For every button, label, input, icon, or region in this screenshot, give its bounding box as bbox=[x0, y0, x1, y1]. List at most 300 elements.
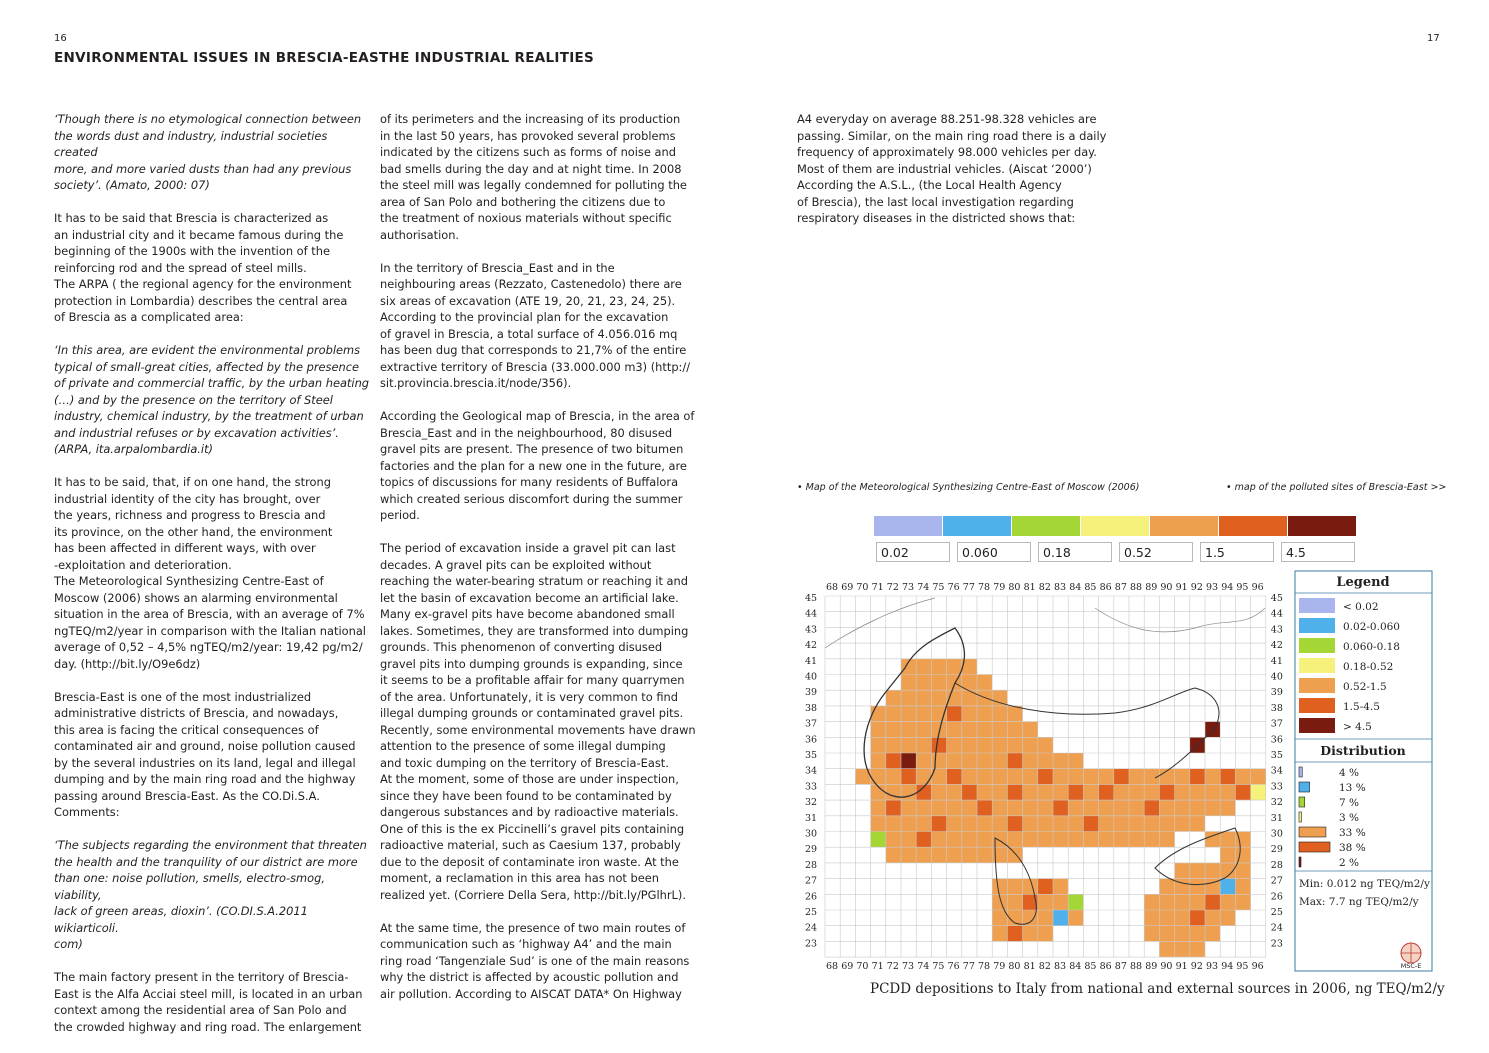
scale-swatch bbox=[874, 516, 942, 536]
map-cell bbox=[1220, 910, 1235, 926]
text-line: context among the residential area of San Polo and bbox=[54, 1003, 347, 1017]
map-cell bbox=[962, 816, 977, 832]
map-cell bbox=[1190, 941, 1205, 957]
legend-label: 0.02-0.060 bbox=[1343, 621, 1400, 633]
text-line: it seems to be a profitable affair for many quarrymen bbox=[380, 673, 685, 687]
map-cell bbox=[947, 816, 962, 832]
map-cell bbox=[886, 800, 901, 816]
map-cell bbox=[871, 737, 886, 753]
map-cell bbox=[947, 832, 962, 848]
map-cell bbox=[977, 753, 992, 769]
map-cell bbox=[1235, 847, 1250, 863]
map-cell bbox=[1159, 910, 1174, 926]
text-line: attention to the presence of some illegal dumping bbox=[380, 739, 666, 753]
axis-tick-label: 33 bbox=[1270, 781, 1283, 793]
map-cell bbox=[1129, 800, 1144, 816]
map-cell bbox=[1038, 894, 1053, 910]
map-cell bbox=[977, 737, 992, 753]
text-line: due to the deposit of contaminate iron waste. At the bbox=[380, 854, 679, 869]
axis-tick-label: 92 bbox=[1190, 961, 1203, 973]
map-cell bbox=[992, 737, 1007, 753]
text-line: of Brescia), the last local investigation regarding bbox=[797, 194, 1074, 209]
map-cell bbox=[1053, 879, 1068, 895]
map-cell bbox=[947, 847, 962, 863]
map-cell bbox=[1129, 816, 1144, 832]
axis-tick-label: 79 bbox=[993, 961, 1006, 973]
axis-tick-label: 25 bbox=[1270, 907, 1283, 918]
map-cell bbox=[886, 706, 901, 722]
axis-tick-label: 72 bbox=[886, 961, 899, 973]
axis-tick-label: 82 bbox=[1038, 582, 1051, 593]
text-line: extractive territory of Brescia (33.000.000 m3) (http:// bbox=[380, 359, 691, 374]
map-cell bbox=[1175, 910, 1190, 926]
text-line: of Brescia as a complicated area: bbox=[54, 310, 244, 324]
map-cell bbox=[992, 769, 1007, 785]
map-cell bbox=[1083, 832, 1098, 848]
map-cell bbox=[871, 753, 886, 769]
map-cell bbox=[1175, 863, 1190, 879]
map-cell bbox=[1053, 784, 1068, 800]
axis-tick-label: 34 bbox=[805, 765, 818, 777]
axis-tick-label: 31 bbox=[1270, 812, 1283, 824]
axis-tick-label: 94 bbox=[1221, 961, 1234, 973]
scale-swatch bbox=[943, 516, 1011, 536]
text-line: the crowded highway and ring road. The enlargement bbox=[54, 1019, 362, 1034]
map-cell bbox=[1053, 910, 1068, 926]
map-cell bbox=[901, 800, 916, 816]
axis-tick-label: 86 bbox=[1099, 961, 1112, 973]
axis-tick-label: 93 bbox=[1206, 582, 1219, 593]
text-line: of private and commercial traffic, by the urban heating bbox=[54, 376, 370, 390]
map-cell bbox=[1053, 769, 1068, 785]
map-cell bbox=[886, 722, 901, 738]
axis-tick-label: 75 bbox=[932, 582, 945, 593]
scale-swatch bbox=[1150, 516, 1218, 536]
map-cell bbox=[1175, 894, 1190, 910]
paragraph bbox=[54, 689, 374, 821]
text-line: lack of green areas, dioxin’. (CO.DI.S.A.2011 wikiarticoli. bbox=[54, 904, 308, 935]
paragraph bbox=[380, 260, 700, 392]
map-cell bbox=[962, 722, 977, 738]
map-cell bbox=[1068, 910, 1083, 926]
map-cell bbox=[1068, 753, 1083, 769]
text-line: realized yet. (Corriere Della Sera, http://bit.ly/PGlhrL). bbox=[380, 887, 686, 902]
paragraph bbox=[380, 540, 700, 903]
map-cell bbox=[1007, 769, 1022, 785]
map-cell bbox=[1235, 769, 1250, 785]
figure-caption-right: • map of the polluted sites of Brescia-East >> bbox=[1226, 482, 1447, 493]
map-cell bbox=[1159, 832, 1174, 848]
map-cell bbox=[1235, 863, 1250, 879]
map-cell bbox=[1159, 879, 1174, 895]
axis-tick-label: 44 bbox=[1270, 608, 1283, 620]
map-cell bbox=[901, 753, 916, 769]
scale-value: 1.5 bbox=[1200, 542, 1274, 562]
text-line: communication such as ‘highway A4’ and the main bbox=[380, 937, 672, 951]
axis-tick-label: 36 bbox=[1270, 734, 1283, 746]
axis-tick-label: 90 bbox=[1160, 582, 1173, 593]
map-cell bbox=[1007, 879, 1022, 895]
text-line: six areas of excavation (ATE 19, 20, 21, 23, 24, 25). bbox=[380, 293, 676, 308]
map-cell bbox=[1144, 910, 1159, 926]
map-cell bbox=[1038, 926, 1053, 942]
axis-tick-label: 45 bbox=[1270, 593, 1283, 604]
axis-tick-label: 69 bbox=[841, 582, 854, 593]
axis-tick-label: 26 bbox=[1270, 891, 1283, 903]
map-cell bbox=[1007, 784, 1022, 800]
map-cell bbox=[1220, 832, 1235, 848]
legend-label: 1.5-4.5 bbox=[1343, 701, 1380, 713]
axis-tick-label: 68 bbox=[826, 961, 839, 973]
map-cell bbox=[1190, 800, 1205, 816]
map-cell bbox=[1007, 737, 1022, 753]
map-cell bbox=[1038, 784, 1053, 800]
map-cell bbox=[1023, 800, 1038, 816]
text-line: passing. Similar, on the main ring road there is a daily bbox=[797, 128, 1107, 143]
map-cell bbox=[1099, 784, 1114, 800]
map-cell bbox=[1068, 800, 1083, 816]
map-cell bbox=[962, 784, 977, 800]
map-cell bbox=[1068, 816, 1083, 832]
map-cell bbox=[1220, 769, 1235, 785]
axis-tick-label: 91 bbox=[1175, 961, 1188, 973]
text-line: protection in Lombardia) describes the central area bbox=[54, 293, 348, 308]
map-cell bbox=[931, 832, 946, 848]
map-cell bbox=[1144, 894, 1159, 910]
map-cell bbox=[886, 816, 901, 832]
map-cell bbox=[1144, 832, 1159, 848]
map-cell bbox=[916, 832, 931, 848]
map-cell bbox=[931, 816, 946, 832]
map-cell bbox=[1205, 910, 1220, 926]
map-cell bbox=[962, 832, 977, 848]
map-cell bbox=[947, 800, 962, 816]
map-cell bbox=[1023, 832, 1038, 848]
text-line: It has to be said, that, if on one hand, the strong bbox=[54, 475, 331, 489]
map-cell bbox=[1175, 926, 1190, 942]
map-cell bbox=[1007, 722, 1022, 738]
map-cell bbox=[931, 690, 946, 706]
axis-tick-label: 80 bbox=[1008, 961, 1021, 973]
legend-title: Legend bbox=[1336, 575, 1390, 590]
text-line: of its perimeters and the increasing of its production bbox=[380, 112, 681, 126]
axis-tick-label: 40 bbox=[1270, 671, 1283, 683]
map-cell bbox=[1007, 847, 1022, 863]
distribution-title: Distribution bbox=[1320, 743, 1406, 758]
paragraph bbox=[54, 474, 374, 672]
axis-tick-label: 31 bbox=[805, 812, 818, 824]
map-cell bbox=[992, 753, 1007, 769]
axis-tick-label: 32 bbox=[1270, 797, 1283, 809]
map-cell bbox=[1205, 863, 1220, 879]
map-cell bbox=[901, 675, 916, 691]
map-cell bbox=[931, 800, 946, 816]
axis-tick-label: 74 bbox=[917, 961, 930, 973]
map-cell bbox=[931, 675, 946, 691]
map-cell bbox=[992, 816, 1007, 832]
axis-tick-label: 85 bbox=[1084, 961, 1097, 973]
map-cell bbox=[977, 832, 992, 848]
map-cell bbox=[901, 737, 916, 753]
text-line: (ARPA, ita.arpalombardia.it) bbox=[54, 442, 213, 456]
map-cell bbox=[992, 926, 1007, 942]
text-column-3 bbox=[797, 111, 1117, 227]
text-line: by the several industries on its land, legal and illegal bbox=[54, 755, 356, 770]
map-cell bbox=[931, 847, 946, 863]
map-cell bbox=[1220, 784, 1235, 800]
page-number-left: 16 bbox=[54, 33, 67, 44]
text-line: Recently, some environmental movements have drawn bbox=[380, 722, 696, 737]
axis-tick-label: 87 bbox=[1114, 961, 1127, 973]
section-heading-mid: THE INDUSTRIAL REALITIES bbox=[379, 50, 595, 66]
text-line: gravel pits into dumping grounds is expanding, since bbox=[380, 656, 683, 671]
logo-text: MSC-E bbox=[1400, 962, 1422, 970]
distribution-bar bbox=[1299, 797, 1305, 807]
map-cell bbox=[977, 675, 992, 691]
pollution-map bbox=[795, 568, 1475, 976]
axis-tick-label: 42 bbox=[805, 640, 818, 652]
text-line: reinforcing rod and the spread of steel mills. bbox=[54, 260, 307, 275]
axis-tick-label: 24 bbox=[1270, 922, 1283, 934]
map-cell bbox=[947, 737, 962, 753]
axis-tick-label: 36 bbox=[805, 734, 818, 746]
map-cell bbox=[1068, 832, 1083, 848]
axis-tick-label: 27 bbox=[1270, 875, 1283, 887]
map-cell bbox=[1190, 769, 1205, 785]
map-cell bbox=[992, 800, 1007, 816]
axis-tick-label: 77 bbox=[962, 582, 975, 593]
map-cell bbox=[947, 675, 962, 691]
map-cell bbox=[1190, 894, 1205, 910]
text-line: East is the Alfa Acciai steel mill, is located in an urban bbox=[54, 986, 363, 1001]
map-cell bbox=[1023, 737, 1038, 753]
map-cell bbox=[1038, 769, 1053, 785]
axis-tick-label: 96 bbox=[1251, 582, 1264, 593]
map-cell bbox=[1220, 800, 1235, 816]
text-line: ngTEQ/m2/year in comparison with the Italian national bbox=[54, 623, 366, 638]
text-line: an industrial city and it became famous during the bbox=[54, 227, 344, 242]
axis-tick-label: 90 bbox=[1160, 961, 1173, 973]
axis-tick-label: 76 bbox=[947, 582, 960, 593]
map-cell bbox=[1175, 800, 1190, 816]
axis-tick-label: 83 bbox=[1054, 961, 1067, 973]
text-line: According the Geological map of Brescia, in the area of bbox=[380, 409, 695, 423]
map-cell bbox=[871, 769, 886, 785]
map-cell bbox=[1114, 800, 1129, 816]
axis-tick-label: 73 bbox=[902, 961, 915, 973]
map-cell bbox=[916, 847, 931, 863]
map-cell bbox=[901, 690, 916, 706]
text-line: air pollution. According to AISCAT DATA* On Highway bbox=[380, 986, 682, 1001]
map-cell bbox=[962, 800, 977, 816]
map-cell bbox=[1099, 832, 1114, 848]
text-line: Many ex-gravel pits have become abandoned small bbox=[380, 607, 675, 621]
map-cell bbox=[886, 737, 901, 753]
map-cell bbox=[1083, 769, 1098, 785]
map-cell bbox=[901, 722, 916, 738]
distribution-label: 3 % bbox=[1339, 812, 1359, 824]
axis-tick-label: 70 bbox=[856, 582, 869, 593]
map-cell bbox=[1023, 816, 1038, 832]
text-column-2 bbox=[380, 111, 700, 1019]
map-cell bbox=[931, 784, 946, 800]
legend-label: 0.18-0.52 bbox=[1343, 661, 1394, 673]
axis-tick-label: 26 bbox=[805, 891, 818, 903]
axis-tick-label: 88 bbox=[1130, 582, 1143, 593]
map-cell bbox=[992, 784, 1007, 800]
distribution-bar bbox=[1299, 812, 1301, 822]
distribution-label: 4 % bbox=[1339, 767, 1359, 779]
axis-tick-label: 27 bbox=[805, 875, 818, 887]
map-cell bbox=[1038, 753, 1053, 769]
axis-tick-label: 74 bbox=[917, 582, 930, 593]
text-line: com) bbox=[54, 937, 83, 951]
text-line: According to the provincial plan for the excavation bbox=[380, 310, 669, 324]
text-line: Brescia_East and in the neighbourhood, 80 disused bbox=[380, 425, 673, 440]
map-cell bbox=[962, 753, 977, 769]
figure-caption-left: • Map of the Meteorological Synthesizing Centre-East of Moscow (2006) bbox=[797, 482, 1140, 493]
max-value-text: Max: 7.7 ng TEQ/m2/y bbox=[1299, 896, 1419, 908]
scale-value: 0.52 bbox=[1119, 542, 1193, 562]
scale-swatch bbox=[1081, 516, 1149, 536]
map-cell bbox=[1235, 879, 1250, 895]
map-cell bbox=[1068, 784, 1083, 800]
text-line: situation in the area of Brescia, with an average of 7% bbox=[54, 607, 365, 621]
map-cell bbox=[1114, 832, 1129, 848]
text-line: has been dug that corresponds to 21,7% of the entire bbox=[380, 343, 687, 357]
map-cell bbox=[871, 816, 886, 832]
text-line: Moscow (2006) shows an alarming environmental bbox=[54, 590, 338, 605]
text-line: bad smells during the day and at night time. In 2008 bbox=[380, 161, 682, 176]
map-cell bbox=[1159, 894, 1174, 910]
text-line: and toxic dumping on the territory of Brescia-East. bbox=[380, 755, 669, 770]
text-line: Most of them are industrial vehicles. (Aiscat ‘2000’) bbox=[797, 161, 1092, 176]
text-line: of the area. Unfortunately, it is very common to find bbox=[380, 689, 678, 704]
map-cell bbox=[1205, 894, 1220, 910]
axis-tick-label: 38 bbox=[805, 702, 818, 714]
legend-label: < 0.02 bbox=[1343, 601, 1379, 613]
map-cell bbox=[1038, 737, 1053, 753]
map-cell bbox=[871, 722, 886, 738]
axis-tick-label: 44 bbox=[805, 608, 818, 620]
text-line: average of 0,52 – 4,5% ngTEQ/m2/year: 19,42 pg/m2/ bbox=[54, 640, 363, 654]
legend-label: 0.060-0.18 bbox=[1343, 641, 1400, 653]
page-number-right: 17 bbox=[1427, 33, 1440, 44]
map-cell bbox=[931, 659, 946, 675]
map-cell bbox=[1007, 926, 1022, 942]
paragraph bbox=[380, 920, 700, 1003]
axis-tick-label: 76 bbox=[947, 961, 960, 973]
map-cell bbox=[992, 722, 1007, 738]
axis-tick-label: 95 bbox=[1236, 582, 1249, 593]
map-cell bbox=[1159, 816, 1174, 832]
map-cell bbox=[1114, 784, 1129, 800]
text-line: the words dust and industry, industrial societies created bbox=[54, 128, 328, 159]
text-line: -exploitation and deterioration. bbox=[54, 557, 232, 572]
map-cell bbox=[1023, 879, 1038, 895]
scale-swatch bbox=[1012, 516, 1080, 536]
text-line: ‘The subjects regarding the environment that threaten bbox=[54, 838, 367, 852]
distribution-label: 2 % bbox=[1339, 857, 1359, 869]
map-cell bbox=[916, 816, 931, 832]
map-cell bbox=[962, 847, 977, 863]
map-cell bbox=[1083, 800, 1098, 816]
map-cell bbox=[1205, 769, 1220, 785]
map-cell bbox=[977, 706, 992, 722]
axis-tick-label: 70 bbox=[856, 961, 869, 973]
axis-tick-label: 43 bbox=[805, 624, 818, 636]
distribution-label: 13 % bbox=[1339, 782, 1366, 794]
axis-tick-label: 24 bbox=[805, 922, 818, 934]
paragraph bbox=[380, 408, 700, 524]
figure-caption-bottom: PCDD depositions to Italy from national and external sources in 2006, ng TEQ/m2/y bbox=[870, 981, 1445, 997]
text-line: The period of excavation inside a gravel pit can last bbox=[380, 541, 676, 555]
axis-tick-label: 96 bbox=[1251, 961, 1264, 973]
map-cell bbox=[1099, 816, 1114, 832]
map-cell bbox=[1053, 816, 1068, 832]
map-cell bbox=[1007, 894, 1022, 910]
map-cell bbox=[1023, 722, 1038, 738]
distribution-bar bbox=[1299, 857, 1301, 867]
legend-swatch bbox=[1299, 678, 1335, 693]
distribution-bar bbox=[1299, 827, 1326, 837]
map-cell bbox=[886, 784, 901, 800]
map-cell bbox=[977, 722, 992, 738]
paragraph bbox=[54, 111, 374, 194]
text-line: the health and the tranquility of our district are more bbox=[54, 854, 358, 869]
map-cell bbox=[1038, 816, 1053, 832]
text-line: dumping and by the main ring road and the highway bbox=[54, 772, 356, 786]
axis-tick-label: 84 bbox=[1069, 582, 1082, 593]
map-cell bbox=[977, 847, 992, 863]
map-cell bbox=[916, 737, 931, 753]
map-cell bbox=[901, 816, 916, 832]
scale-value: 4.5 bbox=[1281, 542, 1355, 562]
text-line: than one: noise pollution, smells, electro-smog, viability, bbox=[54, 871, 325, 902]
text-line: radioactive material, such as Caesium 137, probably bbox=[380, 838, 681, 852]
axis-tick-label: 87 bbox=[1114, 582, 1127, 593]
axis-tick-label: 75 bbox=[932, 961, 945, 973]
axis-tick-label: 39 bbox=[1270, 687, 1283, 699]
axis-tick-label: 83 bbox=[1054, 582, 1067, 593]
map-cell bbox=[1007, 816, 1022, 832]
map-cell bbox=[1190, 926, 1205, 942]
axis-tick-label: 72 bbox=[886, 582, 899, 593]
text-line: sit.provincia.brescia.it/node/356). bbox=[380, 376, 572, 390]
axis-tick-label: 40 bbox=[805, 671, 818, 683]
text-line: factories and the plan for a new one in the future, are bbox=[380, 458, 687, 473]
axis-tick-label: 78 bbox=[978, 582, 991, 593]
map-cell bbox=[1190, 784, 1205, 800]
map-cell bbox=[916, 659, 931, 675]
map-cell bbox=[1114, 816, 1129, 832]
axis-tick-label: 28 bbox=[1270, 859, 1283, 871]
text-line: (…) and by the presence on the territory of Steel bbox=[54, 392, 333, 407]
text-line: passing around Brescia-East. As the CO.Di.S.A. bbox=[54, 788, 320, 803]
text-line: its province, on the other hand, the environment bbox=[54, 524, 333, 539]
map-cell bbox=[962, 769, 977, 785]
axis-tick-label: 77 bbox=[962, 961, 975, 973]
text-line: and industrial refuses or by excavation activities’. bbox=[54, 425, 339, 440]
legend-swatch bbox=[1299, 598, 1335, 613]
map-cell bbox=[1159, 941, 1174, 957]
map-cell bbox=[1205, 784, 1220, 800]
map-cell bbox=[992, 879, 1007, 895]
map-cell bbox=[886, 690, 901, 706]
paragraph bbox=[54, 342, 374, 458]
text-line: industrial identity of the city has brought, over bbox=[54, 491, 321, 506]
map-cell bbox=[1235, 784, 1250, 800]
